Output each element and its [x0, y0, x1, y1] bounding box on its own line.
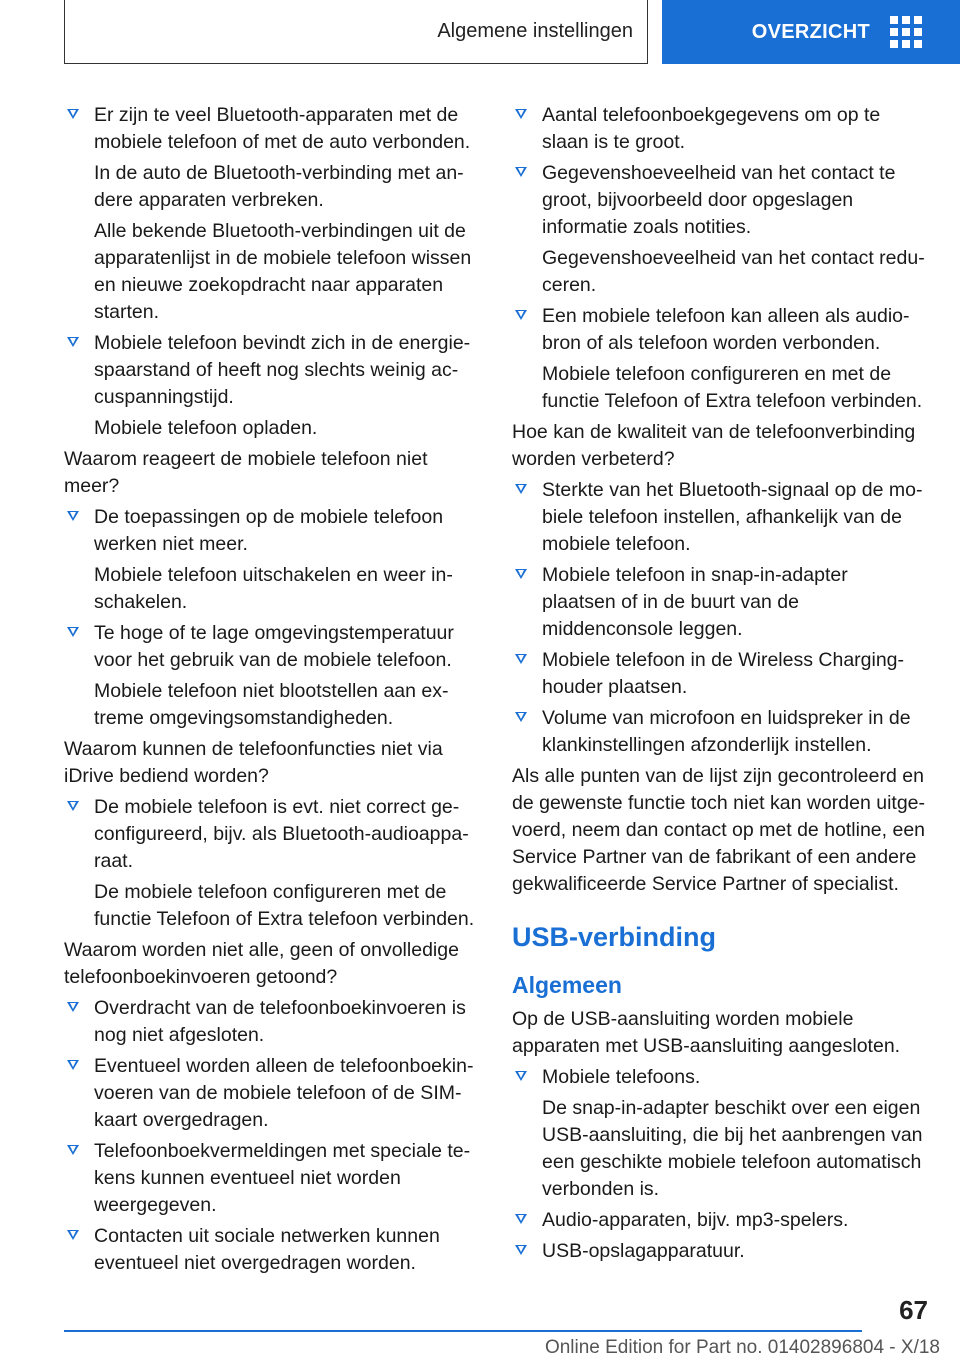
item-text: Een mobiele telefoon kan alleen als audiobron of als telefoon worden verbonden. [542, 305, 910, 354]
paragraph: Op de USB-aansluiting worden mobiele apparaten met USB-aansluiting aangesloten. [512, 1008, 901, 1057]
list-item [512, 477, 926, 558]
paragraph: Als alle punten van de lijst zijn gecontroleerd en de gewenste functie toch niet kan worden uitgevoerd, neem dan contact op met de hotline, een Service Partner van de fabrikant of een andere gekwalificeerde Service Partner of specialist. [512, 765, 926, 895]
list-item [64, 1138, 476, 1219]
subsection-title: Algemeen [512, 972, 622, 998]
bullet-triangle-icon [515, 1214, 527, 1224]
list-item [64, 102, 476, 326]
bullet-triangle-icon [515, 654, 527, 664]
overview-label: OVERZICHT [751, 20, 870, 43]
item-remedy: Mobiele telefoon uitschakelen en weer inschakelen. [94, 564, 453, 613]
bullet-triangle-icon [67, 1002, 79, 1012]
item-remedy: Mobiele telefoon configureren en met de functie Telefoon of Extra telefoon verbinden. [542, 363, 923, 412]
bullet-triangle-icon [515, 569, 527, 579]
item-text: Er zijn te veel Bluetooth-apparaten met de mobiele telefoon of met de auto verbonden. [94, 104, 471, 153]
list-item [512, 1207, 926, 1234]
list-item [512, 160, 926, 299]
list-item [64, 330, 476, 442]
item-remedy: In de auto de Bluetooth-verbinding met andere apparaten verbreken. [94, 162, 464, 211]
bullet-triangle-icon [67, 1145, 79, 1155]
item-text: Mobiele telefoon bevindt zich in de energiespaarstand of heeft nog slechts weinig accuspanningstijd. [94, 332, 471, 408]
list-item [64, 1053, 476, 1134]
item-text: Sterkte van het Bluetooth-signaal op de mobiele telefoon instellen, afhankelijk van de mobiele telefoon. [542, 479, 923, 555]
page-number: 67 [899, 1295, 928, 1325]
list-item [512, 705, 926, 759]
bullet-triangle-icon [67, 511, 79, 521]
footer-edition: Online Edition for Part no. 01402896804 - X/18 [544, 1337, 940, 1358]
bullet-triangle-icon [515, 1071, 527, 1081]
bullet-triangle-icon [67, 109, 79, 119]
item-remedy: Gegevenshoeveelheid van het contact reduceren. [542, 247, 925, 296]
list-item [64, 620, 476, 732]
item-text: Telefoonboekvermeldingen met speciale tekens kunnen eventueel niet worden weergegeven. [94, 1140, 471, 1216]
question-heading: Waarom kunnen de telefoonfuncties niet via iDrive bediend worden? [64, 738, 443, 787]
bullet-triangle-icon [515, 167, 527, 177]
list-item [64, 794, 476, 933]
item-text: USB-opslagapparatuur. [542, 1240, 745, 1262]
header-section-title: Algemene instellingen [437, 20, 633, 42]
question-heading: Waarom reageert de mobiele telefoon niet meer? [64, 448, 428, 497]
section-title: USB-verbinding [512, 922, 717, 952]
item-remedy: De snap-in-adapter beschikt over een eigen USB-aansluiting, die bij het aanbrengen van een geschikte mobiele telefoon automatisch verbonden is. [542, 1097, 923, 1200]
item-text: De mobiele telefoon is evt. niet correct geconfigureerd, bijv. als Bluetooth-audioapparaat. [94, 796, 469, 872]
bullet-triangle-icon [515, 712, 527, 722]
item-text: Overdracht van de telefoonboekinvoeren is nog niet afgesloten. [94, 997, 466, 1046]
list-item [512, 102, 926, 156]
list-item [512, 647, 926, 701]
item-text: Aantal telefoonboekgegevens om op te slaan is te groot. [542, 104, 881, 153]
item-text: Eventueel worden alleen de telefoonboekinvoeren van de mobiele telefoon of de SIM-kaart overgedragen. [94, 1055, 474, 1131]
item-text: De toepassingen op de mobiele telefoon werken niet meer. [94, 506, 444, 555]
item-remedy: Mobiele telefoon niet blootstellen aan extreme omgevingsomstandigheden. [94, 680, 449, 729]
item-text: Contacten uit sociale netwerken kunnen eventueel niet overgedragen worden. [94, 1225, 440, 1274]
bullet-triangle-icon [515, 484, 527, 494]
bullet-triangle-icon [515, 1245, 527, 1255]
left-column [64, 102, 476, 1281]
list-item [512, 1064, 926, 1203]
list-item [64, 504, 476, 616]
item-remedy: De mobiele telefoon configureren met de functie Telefoon of Extra telefoon verbinden. [94, 881, 475, 930]
list-item [64, 995, 476, 1049]
header-section-tab [64, 0, 648, 64]
item-text: Mobiele telefoon in de Wireless Charging-houder plaatsen. [542, 649, 905, 698]
item-remedy: Alle bekende Bluetooth-verbindingen uit de apparatenlijst in de mobiele telefoon wissen en nieuwe zoekopdracht naar apparaten starten. [94, 220, 472, 323]
list-item [512, 303, 926, 415]
question-heading: Hoe kan de kwaliteit van de telefoonverbinding worden verbeterd? [512, 421, 916, 470]
list-item [512, 1238, 926, 1265]
bullet-triangle-icon [67, 1060, 79, 1070]
item-text: Volume van microfoon en luidspreker in de klankinstellingen afzonderlijk instellen. [542, 707, 911, 756]
footer-divider [64, 1330, 862, 1332]
item-remedy: Mobiele telefoon opladen. [94, 417, 318, 439]
bullet-triangle-icon [67, 627, 79, 637]
list-item [64, 1223, 476, 1277]
bullet-triangle-icon [67, 1230, 79, 1240]
item-text: Mobiele telefoon in snap-in-adapter plaatsen of in de buurt van de middenconsole leggen. [542, 564, 848, 640]
bullet-triangle-icon [67, 337, 79, 347]
right-column [512, 102, 926, 1269]
item-text: Audio-apparaten, bijv. mp3-spelers. [542, 1209, 849, 1231]
item-text: Te hoge of te lage omgevingstemperatuur voor het gebruik van de mobiele telefoon. [94, 622, 454, 671]
question-heading: Waarom worden niet alle, geen of onvolledige telefoonboekinvoeren getoond? [64, 939, 459, 988]
list-item [512, 562, 926, 643]
item-text: Gegevenshoeveelheid van het contact te groot, bijvoorbeeld door opgeslagen informatie zoals notities. [542, 162, 896, 238]
bullet-triangle-icon [515, 109, 527, 119]
grid-icon [890, 16, 922, 48]
bullet-triangle-icon [67, 801, 79, 811]
item-text: Mobiele telefoons. [542, 1066, 701, 1088]
bullet-triangle-icon [515, 310, 527, 320]
overview-button[interactable] [662, 0, 960, 64]
